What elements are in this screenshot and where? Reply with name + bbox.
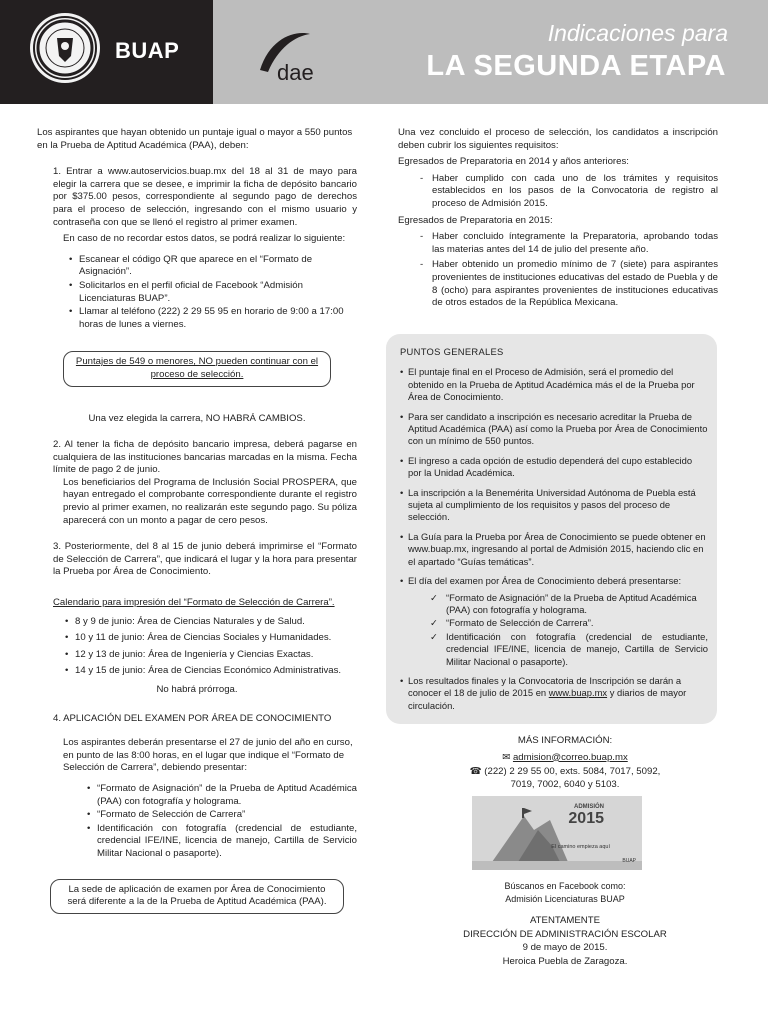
list-item: - Haber obtenido un promedio mínimo de 7 (siete) para aspirantes provenientes de instituciones educativas del estado de Puebla y de 8 (ocho) para aspirantes provenientes de instituciones educativas de otros estados de la República Mexicana.: [416, 259, 718, 309]
calendar-title: Calendario para impresión del “Formato de Selección de Carrera”.: [53, 597, 335, 609]
step2-note: Los beneficiarios del Programa de Inclusión Social PROSPERA, que hayan entregado el comprobante correspondiente durante el registro previo al primer examen, no realizarán este segundo pago. Su póliza aparecerá con un monto a pagar de cero pesos.: [63, 476, 357, 526]
results-text-post: y diarios de mayor circulación.: [408, 687, 687, 711]
no-changes-note: Una vez elegida la carrera, NO HABRÁ CAMBIOS.: [88, 412, 306, 424]
header-brand-area: [0, 0, 213, 104]
list-item: • “Formato de Asignación” de la Prueba de Aptitud Académica (PAA) con fotografía y holograma.: [89, 783, 357, 808]
results-text-pre: Los resultados finales y la Convocatoria de Inscripción se darán a conocer el 18 de julio de 2015 en: [408, 674, 682, 699]
banner-footer-bar: [472, 861, 642, 870]
group2-list: [416, 231, 718, 310]
general-points-list: [400, 366, 708, 712]
venue-notice-box: [50, 879, 344, 914]
facebook-note: Búscanos en Facebook como: Admisión Licenciaturas BUAP: [504, 881, 626, 904]
step4-text: Los aspirantes deberán presentarse el 27 de junio del año en curso, en punto de las 8:00 horas, en el lugar que indique el “Formato de Selección de Carrera”, debiendo presentar:: [63, 737, 353, 774]
list-item: • Escanear el código QR que aparece en el “Formato de Asignación”.: [71, 254, 357, 279]
list-item: - Haber concluido íntegramente la Preparatoria, aprobando todas las materias antes del 14 de julio del presente año.: [416, 231, 718, 256]
list-item: • Solicitarlos en el perfil oficial de Facebook “Admisión Licenciaturas BUAP”.: [71, 280, 357, 305]
list-item: • El ingreso a cada opción de estudio dependerá del cupo establecido por la Unidad Académica.: [400, 455, 708, 480]
signature-line-3: 9 de mayo de 2015.: [522, 942, 608, 954]
step3-text: 3. Posteriormente, del 8 al 15 de junio deberá imprimirse el “Formato de Selección de Carrera”, que indicará el lugar y la hora para presentar la Prueba por Área de Conocimiento.: [53, 541, 357, 578]
list-item: ✓ Identificación con fotografía (credencial de estudiante, credencial IFE/INE, licencia de manejo, Cartilla de Servicio Militar Nacional o pasaporte).: [430, 631, 708, 668]
step1-note: En caso de no recordar estos datos, se podrá realizar lo siguiente:: [63, 233, 346, 245]
group2-title: Egresados de Preparatoria en 2015:: [398, 214, 553, 226]
step4-bullet-list: [89, 783, 357, 861]
list-item: • Para ser candidato a inscripción es necesario acreditar la Prueba de Aptitud Académica (PAA) así como la Prueba por Área de Conocimiento con un mínimo de 550 puntos.: [400, 411, 708, 448]
list-item: • La inscripción a la Benemérita Universidad Autónoma de Puebla está sujeta al cumplimiento de los requisitos y pasos del proceso de selección.: [400, 487, 708, 524]
list-item: ✓ “Formato de Asignación” de la Prueba de Aptitud Académica (PAA) con fotografía y holograma.: [430, 592, 708, 617]
phone-icon: ☎: [469, 766, 482, 778]
list-item: • 12 y 13 de junio: Área de Ingeniería y Ciencias Exactas.: [67, 649, 357, 662]
university-seal-icon: [33, 16, 97, 80]
results-link[interactable]: www.buap.mx: [548, 687, 608, 699]
email-line: [440, 752, 690, 765]
page-title: LA SEGUNDA ETAPA: [426, 50, 726, 82]
closing-section: [440, 880, 690, 975]
no-extension-note: No habrá prórroga.: [156, 684, 238, 695]
group1-title: Egresados de Preparatoria en 2014 y años anteriores:: [398, 156, 629, 168]
score-warning-text: Puntajes de 549 o menores, NO pueden continuar con el proceso de selección.: [75, 356, 319, 380]
group1-list: [416, 173, 718, 211]
step1-bullet-list: [71, 254, 357, 332]
dae-logo-text: dae: [277, 60, 314, 85]
admission-banner-image: [472, 796, 642, 870]
more-info-title: MÁS INFORMACIÓN:: [517, 735, 613, 746]
left-column: [37, 127, 357, 914]
list-item: • La Guía para la Prueba por Área de Conocimiento se puede obtener en www.buap.mx, ingresando al portal de Admisión 2015, haciendo clic en el apartado “Guías temáticas”.: [400, 531, 708, 568]
list-item: ✓ “Formato de Selección de Carrera”.: [430, 617, 708, 629]
more-info-section: [440, 735, 690, 797]
calendar-list: [67, 616, 357, 678]
step1-text: 1. Entrar a www.autoservicios.buap.mx del 18 al 31 de mayo para elegir la carrera que se desee, e imprimir la ficha de depósito bancario por $375.00 pesos, correspondiente al segundo pago de derechos para el proceso de selección, ingresando con el mismo usuario y contraseña con que se llenó el registro al primer examen.: [53, 166, 357, 228]
banner-brand: BUAP: [622, 858, 636, 864]
envelope-icon: ✉: [502, 751, 511, 763]
score-warning-box: [63, 351, 331, 386]
list-item: • Identificación con fotografía (credencial de estudiante, credencial IFE/INE, licencia de manejo, Cartilla de Servicio Militar Nacional o pasaporte).: [89, 823, 357, 861]
list-item: • “Formato de Selección de Carrera”: [89, 809, 357, 822]
banner-tagline: El camino empieza aquí: [551, 844, 610, 850]
phone-numbers: (222) 2 29 55 00, exts. 5084, 7017, 5092, 7019, 7002, 6040 y 5103.: [484, 766, 661, 790]
signature-line-2: DIRECCIÓN DE ADMINISTRACIÓN ESCOLAR: [463, 928, 667, 940]
list-item: • El puntaje final en el Proceso de Admisión, será el promedio del obtenido en la Prueba de Aptitud Académica más el de la Prueba por Área de Conocimiento.: [400, 366, 708, 403]
banner-year: 2015: [568, 810, 604, 827]
title-subheading: Indicaciones para: [547, 20, 728, 46]
list-item: - Haber cumplido con cada uno de los trámites y requisitos establecidos en los pasos de la Convocatoria de registro al proceso de Admisión 2015.: [416, 173, 718, 211]
list-item: • 8 y 9 de junio: Área de Ciencias Naturales y de Salud.: [67, 616, 357, 629]
step2-text: 2. Al tener la ficha de depósito bancario impresa, deberá pagarse en cualquiera de las instituciones bancarias marcadas en la misma. Fecha límite de pago 2 de junio.: [53, 439, 357, 476]
right-intro: Una vez concluido el proceso de selección, los candidatos a inscripción deben cubrir los siguientes requisitos:: [398, 127, 718, 151]
panel-title: PUNTOS GENERALES: [400, 346, 504, 357]
list-item: • Llamar al teléfono (222) 2 29 55 95 en horario de 9:00 a 17:00 horas de lunes a viernes.: [71, 306, 357, 331]
exam-day-lead: El día del examen por Área de Conocimiento deberá presentarse:: [408, 575, 682, 587]
list-item: • 14 y 15 de junio: Área de Ciencias Económico Administrativas.: [67, 665, 357, 678]
signature-line-1: ATENTAMENTE: [530, 915, 600, 927]
banner-label: ADMISIÓN: [574, 804, 604, 810]
step4-title: 4. APLICACIÓN DEL EXAMEN POR ÁREA DE CONOCIMIENTO: [53, 712, 332, 724]
exam-day-checklist: [430, 592, 708, 668]
header-title-area: [213, 0, 768, 104]
venue-notice-text: La sede de aplicación de examen por Área de Conocimiento será diferente a la de la Prueba de Aptitud Académica (PAA).: [67, 883, 327, 908]
list-item: • 10 y 11 de junio: Área de Ciencias Sociales y Humanidades.: [67, 632, 357, 645]
mountain-illustration: [472, 796, 642, 870]
right-column: [398, 127, 718, 313]
list-item: [400, 575, 708, 668]
list-item: [400, 675, 708, 712]
signature-line-4: Heroica Puebla de Zaragoza.: [502, 955, 628, 967]
phone-line: [440, 766, 690, 791]
email-link[interactable]: admision@correo.buap.mx: [512, 751, 628, 763]
general-points-content: [400, 346, 708, 719]
left-intro: Los aspirantes que hayan obtenido un puntaje igual o mayor a 550 puntos en la Prueba de Aptitud Académica (PAA), deben:: [37, 127, 353, 151]
buap-logo-text: BUAP: [115, 38, 180, 63]
